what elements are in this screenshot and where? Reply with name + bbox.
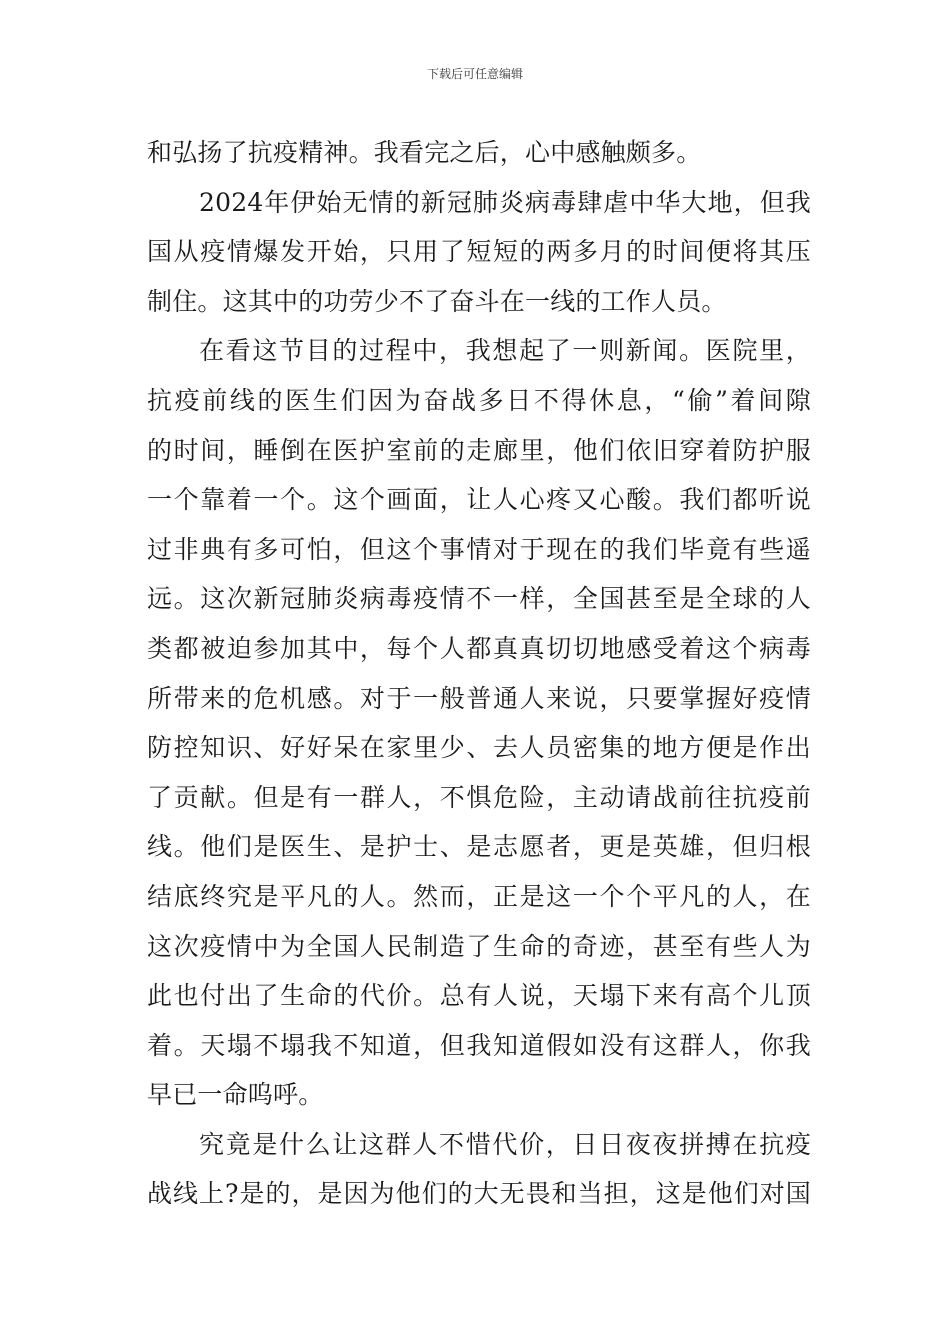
document-body bbox=[147, 128, 811, 1219]
paragraph-line: 在看这节目的过程中，我想起了一则新闻。医院里， bbox=[199, 336, 811, 366]
page-header: 下载后可任意编辑 bbox=[426, 67, 523, 81]
paragraph-line: 远。这次新冠肺炎病毒疫情不一样，全国甚至是全球的人 bbox=[147, 584, 811, 614]
paragraph-line: 类都被迫参加其中，每个人都真真切切地感受着这个病毒 bbox=[147, 633, 811, 663]
paragraph-line: 过非典有多可怕，但这个事情对于现在的我们毕竟有些遥 bbox=[147, 534, 811, 564]
paragraph-line: 战线上?是的，是因为他们的大无畏和当担，这是他们对国 bbox=[147, 1179, 811, 1209]
paragraph-line: 和弘扬了抗疫精神。我看完之后，心中感触颇多。 bbox=[147, 138, 702, 167]
paragraph-line: 一个靠着一个。这个画面，让人心疼又心酸。我们都听说 bbox=[147, 485, 811, 515]
paragraph-line: 国从疫情爆发开始，只用了短短的两多月的时间便将其压 bbox=[147, 237, 811, 267]
paragraph-line: 防控知识、好好呆在家里少、去人员密集的地方便是作出 bbox=[147, 733, 811, 763]
paragraph-line: 这次疫情中为全国人民制造了生命的奇迹，甚至有些人为 bbox=[147, 931, 811, 961]
paragraph-line: 抗疫前线的医生们因为奋战多日不得休息，“偷”着间隙 bbox=[147, 385, 811, 415]
paragraph-line: 制住。这其中的功劳少不了奋斗在一线的工作人员。 bbox=[147, 286, 727, 316]
paragraph-line: 早已一命呜呼。 bbox=[147, 1080, 324, 1110]
paragraph-line: 的时间，睡倒在医护室前的走廊里，他们依旧穿着防护服 bbox=[147, 435, 811, 465]
paragraph-line: 结底终究是平凡的人。然而，正是这一个个平凡的人，在 bbox=[147, 881, 811, 911]
paragraph-line: 2024年伊始无情的新冠肺炎病毒肆虐中华大地，但我 bbox=[199, 187, 811, 217]
paragraph-line: 此也付出了生命的代价。总有人说，天塌下来有高个儿顶 bbox=[147, 981, 811, 1011]
paragraph-line: 着。天塌不塌我不知道，但我知道假如没有这群人，你我 bbox=[147, 1030, 811, 1060]
paragraph-line: 所带来的危机感。对于一般普通人来说，只要掌握好疫情 bbox=[147, 683, 811, 713]
paragraph-line: 究竟是什么让这群人不惜代价，日日夜夜拼搏在抗疫 bbox=[199, 1129, 811, 1159]
paragraph-line: 了贡献。但是有一群人，不惧危险，主动请战前往抗疫前 bbox=[147, 782, 811, 812]
paragraph-line: 线。他们是医生、是护士、是志愿者，更是英雄，但归根 bbox=[147, 832, 811, 862]
